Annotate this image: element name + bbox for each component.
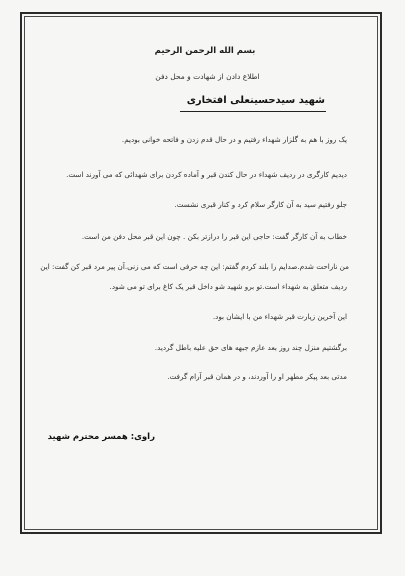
page-border-inner bbox=[24, 16, 378, 530]
paragraph-7: برگشتیم منزل چند روز بعد عازم جبهه های حق علیه باطل گردید. bbox=[154, 343, 347, 352]
paragraph-5-line-1: من ناراحت شدم.صدایم را بلند کردم گفتم: این چه حرفی است که می زنی.آن پیر مرد قبر کن گفت: این bbox=[40, 262, 349, 271]
paragraph-2: دیدیم کارگری در ردیف شهداء در حال کندن قبر و آماده کردن برای شهدائی که می آورند است. bbox=[66, 170, 347, 179]
paragraph-1: یک روز با هم به گلزار شهداء رفتیم و در حال قدم زدن و فاتحه خوانی بودیم. bbox=[121, 135, 347, 144]
paragraph-8: مدتی بعد پیکر مطهر او را آوردند، و در همان قبر آرام گرفت. bbox=[167, 372, 347, 381]
paragraph-3: جلو رفتیم سید به آن کارگر سلام کرد و کنار قبری نشست. bbox=[174, 200, 347, 209]
document-subtitle: اطلاع دادن از شهادت و محل دفن bbox=[155, 72, 260, 81]
martyr-name-title: شهید سیدحسینعلی افتخاری bbox=[186, 95, 325, 106]
paragraph-6: این آخرین زیارت قبر شهداء من با ایشان بود. bbox=[212, 312, 347, 321]
narrator-signature: راوی: همسر محترم شهید bbox=[47, 432, 155, 442]
paragraph-4: خطاب به آن کارگر گفت: حاجی این قبر را درازتر بکن . چون این قبر محل دفن من است. bbox=[81, 232, 347, 241]
title-underline bbox=[180, 111, 326, 112]
basmala-heading: بسم الله الرحمن الرحیم bbox=[154, 46, 256, 56]
paragraph-5-line-2: ردیف متعلق به شهداء است.تو برو شهید شو داخل قبر یک کاغ برای تو می شود. bbox=[109, 282, 347, 291]
